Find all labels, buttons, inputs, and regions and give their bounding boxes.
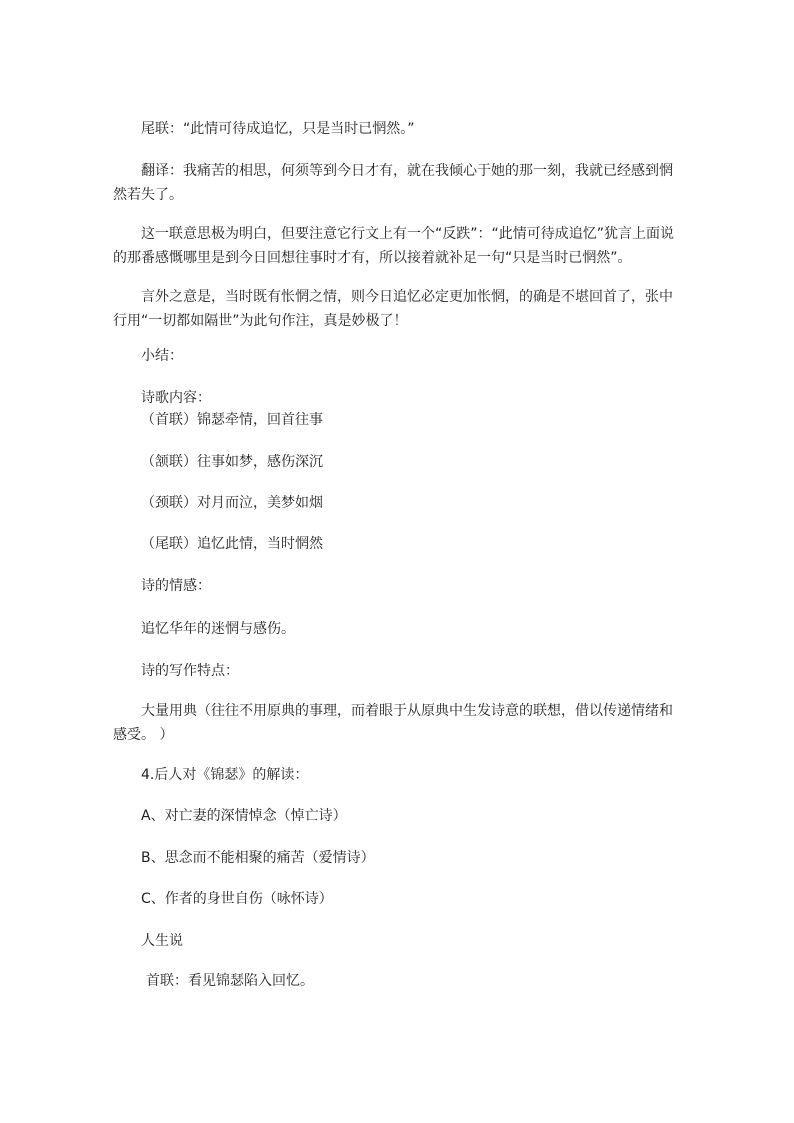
list-item-second-couplet: （颔联）往事如梦，感伤深沉 [141, 454, 323, 470]
paragraph-allusions: 大量用典（往往不用原典的事理，而着眼于从原典中生发诗意的联想，借以传递情绪和感受。 ） [113, 703, 673, 743]
paragraph-tail-couplet: 尾联：“此情可待成追忆，只是当时已惘然。” [141, 121, 415, 137]
list-item-interpretation-a: A、对亡妻的深情悼念（悼亡诗） [141, 808, 347, 824]
heading-writing-features: 诗的写作特点： [141, 663, 239, 679]
list-item-third-couplet: （颈联）对月而泣，美梦如烟 [141, 495, 323, 511]
paragraph-analysis: 这一联意思极为明白，但要注意它行文上有一个“反跌”：“此情可待成追忆”犹言上面说的那番感慨哪里是到今日回想往事时才有，所以接着就补足一句“只是当时已惘然”。 [113, 226, 675, 266]
list-item-interpretation-b: B、思念而不能相聚的痛苦（爱情诗） [141, 850, 375, 866]
paragraph-first-couplet-life: 首联：看见锦瑟陷入回忆。 [146, 973, 314, 989]
heading-summary: 小结： [141, 348, 183, 364]
list-item-fourth-couplet: （尾联）追忆此情，当时惘然 [141, 536, 323, 552]
list-item-interpretation-c: C、作者的身世自伤（咏怀诗） [141, 891, 333, 907]
heading-emotion: 诗的情感： [141, 578, 211, 594]
paragraph-implication: 言外之意是，当时既有怅惘之情，则今日追忆必定更加怅惘，的确是不堪回首了，张中行用“一切都如隔世”为此句作注，真是妙极了！ [113, 289, 673, 329]
paragraph-translation: 翻译：我痛苦的相思，何须等到今日才有，就在我倾心于她的那一刻，我就已经感到惘然若失了。 [113, 163, 673, 203]
paragraph-emotion: 追忆华年的迷惘与感伤。 [141, 621, 295, 637]
list-item-first-couplet: （首联）锦瑟牵情，回首往事 [141, 412, 323, 428]
heading-poem-content: 诗歌内容： [141, 390, 211, 406]
heading-interpretations: 4.后人对《锦瑟》的解读： [141, 767, 309, 783]
heading-life-theory: 人生说 [141, 933, 183, 949]
